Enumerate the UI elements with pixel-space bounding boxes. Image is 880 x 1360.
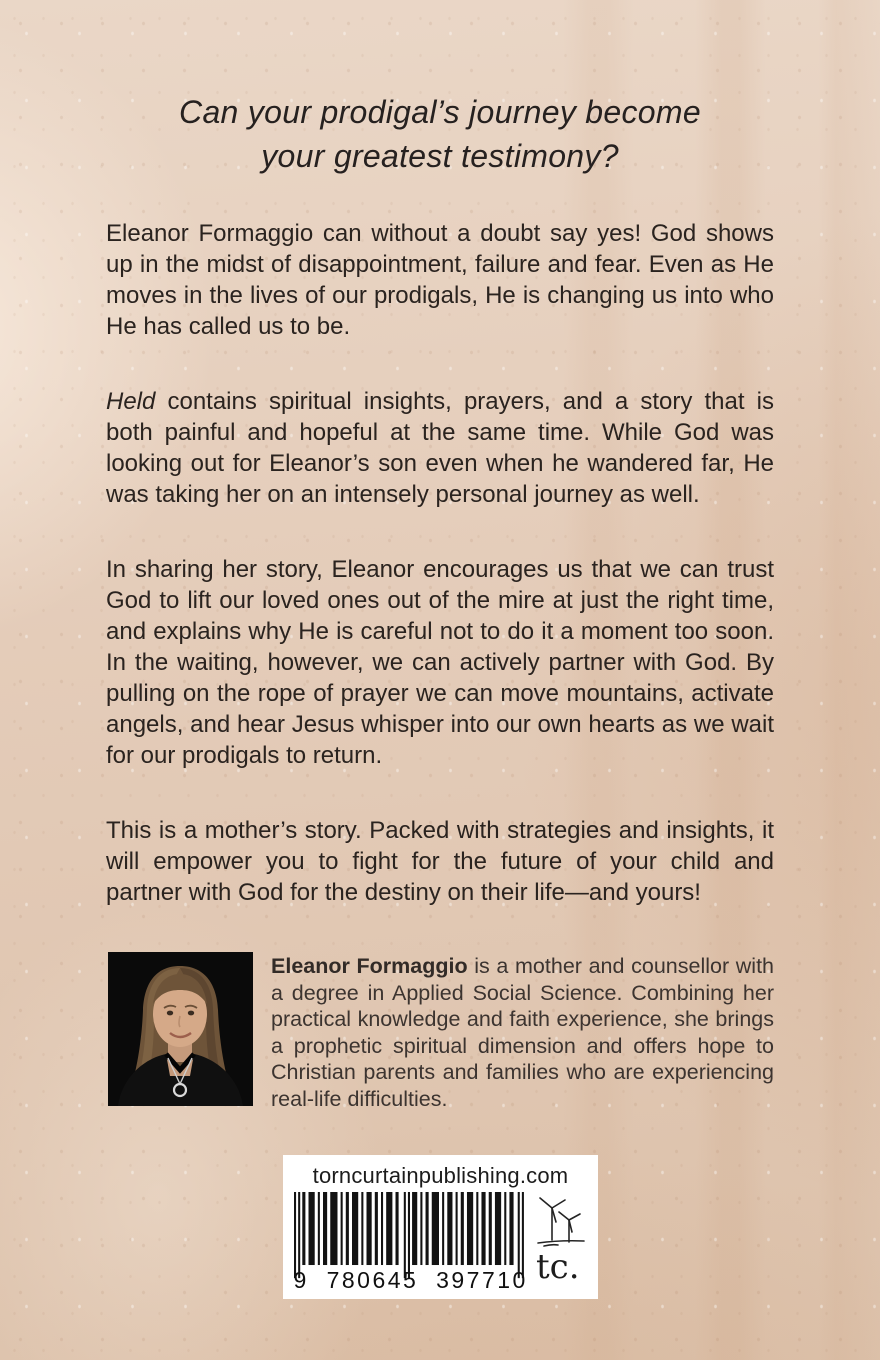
publisher-logo bbox=[532, 1192, 588, 1292]
blurb-paragraph-4: This is a mother’s story. Packed with strategies and insights, it will empower you to fight for the future of your child and partner with God for the destiny on their life—and yours! bbox=[106, 817, 774, 906]
blurb-paragraph-2-rest: contains spiritual insights, prayers, and a story that is both painful and hopeful at the same time. While God was looking out for Eleanor’s son even when he wandered far, He was taking her on an intensely personal journey as well. bbox=[106, 388, 774, 508]
tagline-question bbox=[40, 90, 840, 178]
book-title-word: Held bbox=[106, 388, 156, 415]
isbn-number: 9 780645 397710 bbox=[293, 1267, 528, 1293]
publisher-website: torncurtainpublishing.com bbox=[312, 1163, 569, 1188]
author-bio-section bbox=[108, 952, 774, 1112]
author-name: Eleanor Formaggio bbox=[271, 954, 468, 978]
barcode bbox=[294, 1192, 526, 1294]
blurb-paragraph-2 bbox=[106, 386, 774, 510]
blurb-paragraph-1: Eleanor Formaggio can without a doubt say yes! God shows up in the midst of disappointment, failure and fear. Even as He moves in the lives of our prodigals, He is changing us into who He has called us to be. bbox=[106, 220, 774, 340]
tagline-line-2: your greatest testimony? bbox=[261, 138, 619, 174]
blurb-paragraph-3: In sharing her story, Eleanor encourages us that we can trust God to lift our loved ones out of the mire at just the right time, and explains why He is careful not to do it a moment too soon. In the waiting, however, we can actively partner with God. By pulling on the rope of prayer we can move mountains, activate angels, and hear Jesus whisper into our own hearts as we wait for our prodigals to return. bbox=[106, 556, 774, 769]
tc-logo-text: tc. bbox=[535, 1247, 580, 1287]
author-photo bbox=[108, 952, 253, 1106]
barcode-row bbox=[293, 1192, 588, 1294]
author-bio-rest: is a mother and counsellor with a degree in Applied Social Science. Combining her practical knowledge and faith experience, she brings a prophetic spiritual dimension and offers hope to Christian parents and families who are experiencing real-life difficulties. bbox=[271, 954, 774, 1111]
tagline-line-1: Can your prodigal’s journey become bbox=[179, 94, 701, 130]
author-bio-text bbox=[271, 953, 774, 1112]
wind-turbines-icon bbox=[538, 1198, 584, 1246]
blurb-text bbox=[106, 218, 774, 952]
barcode-panel bbox=[283, 1155, 598, 1299]
